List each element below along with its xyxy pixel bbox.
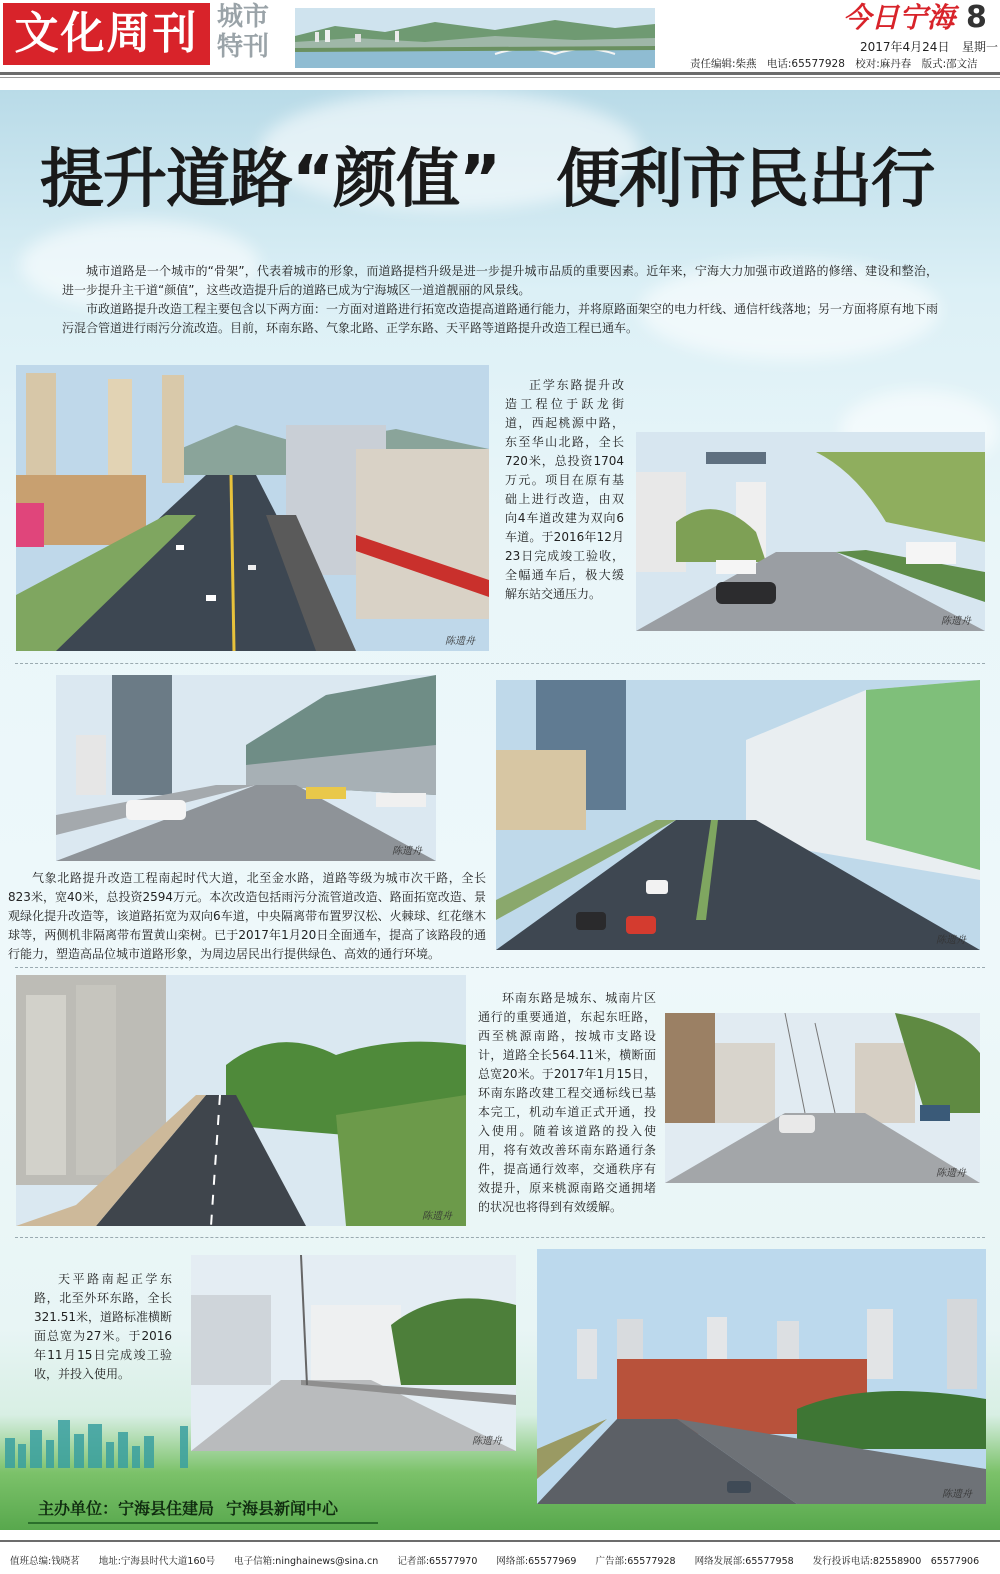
masthead-rule-thin [0, 77, 1000, 78]
skyline-decoration [0, 1412, 200, 1468]
street-level-image [636, 432, 985, 631]
photo-qixiang-street [56, 675, 436, 861]
footer-network-dev-dept: 网络发展部:65577958 [694, 1556, 794, 1567]
photo-credit: 陈遗舟 [392, 846, 422, 857]
column-title: 文化周刊 [3, 3, 210, 65]
street-level-image [665, 1013, 980, 1183]
road-aerial-image [16, 975, 466, 1226]
photo-qixiang-aerial [496, 680, 980, 950]
footer-duty-editor: 值班总编:钱晓茗 [10, 1556, 80, 1567]
photo-zhengxue-street [636, 432, 985, 631]
footer-address: 地址:宁海县时代大道160号 [98, 1556, 216, 1567]
photo-credit: 陈遗舟 [941, 616, 971, 627]
sponsor-line [38, 1496, 350, 1519]
section-tianping-text: 天平路南起正学东路，北至外环东路，全长321.51米，道路标准横断面总宽为27米。于2016年11月15日完成竣工验收，并投入使用。 [34, 1272, 172, 1381]
road-aerial-image [537, 1249, 986, 1504]
credit-editor: 责任编辑:柴燕 [690, 58, 757, 70]
masthead-panorama-photo [295, 8, 655, 68]
photo-tianping-aerial [537, 1249, 986, 1504]
photo-credit: 陈遗舟 [445, 636, 475, 647]
section-divider [15, 1237, 985, 1238]
section-divider [15, 967, 985, 968]
section-zhengxue-text: 正学东路提升改造工程位于跃龙街道，西起桃源中路，东至华山北路，全长720米，总投资1704万元。项目在原有基础上进行改造，由双向4车道改建为双向6车道。于2016年12月23日完成竣工验收，全幅通车后，极大缓解东站交通压力。 [505, 378, 624, 601]
issue-date: 2017年4月24日 [860, 40, 950, 54]
credit-proofreader: 校对:麻丹春 [855, 58, 912, 70]
masthead-rule [0, 72, 1000, 75]
credit-layout: 版式:邵文洁 [921, 58, 978, 70]
photo-huannan-aerial [16, 975, 466, 1226]
road-aerial-image [16, 365, 489, 651]
intro-paragraph-2: 市政道路提升改造工程主要包含以下两方面：一方面对道路进行拓宽改造提高道路通行能力，并将原路面架空的电力杆线、通信杆线落地；另一方面将原有地下雨污混合管道进行雨污分流改造。目前，环南东路、气象北路、正学东路、天平路等道路提升改造工程已通车。 [62, 302, 939, 335]
sponsor-label: 主办单位： [38, 1499, 119, 1518]
special-label: 城市特刊 [217, 2, 270, 62]
credit-phone: 电话:65577928 [766, 58, 845, 70]
intro-paragraph-1: 城市道路是一个城市的“骨架”，代表着城市的形象，而道路提档升级是进一步提升城市品质的重要因素。近年来，宁海大力加强市政道路的修缮、建设和整治，进一步提升主干道“颜值”，这些改造提升后的道路已成为宁海城区一道道靓丽的风景线。 [62, 264, 938, 297]
editorial-credits [690, 56, 985, 71]
photo-zhengxue-aerial [16, 365, 489, 651]
sponsor-org-2: 宁海县新闻中心 [226, 1499, 339, 1518]
footer [10, 1553, 1000, 1567]
section-qixiang-text: 气象北路提升改造工程南起时代大道，北至金水路，道路等级为城市次干路，全长823米，宽40米，总投资2594万元。本次改造包括雨污分流管道改造、路面拓宽改造、景观绿化提升改造等，该道路拓宽为双向6车道，中央隔离带布置罗汉松、火棘球、红花继木球等，两侧机非隔离带布置黄山栾树。已于2017年1月20日全面通车，提高了该路段的通行能力，塑造高品位城市道路形象，为周边居民出行提供绿色、高效的通行环境。 [8, 871, 486, 961]
headline-part-1: 提升道路“颜值” [40, 143, 501, 217]
footer-reporters-dept: 记者部:65577970 [397, 1556, 478, 1567]
photo-credit: 陈遗舟 [936, 935, 966, 946]
footer-complaint-phone: 发行投诉电话:82558900 65577906 [812, 1556, 980, 1567]
sponsor-org-1: 宁海县住建局 [118, 1499, 215, 1518]
skyline-icon [0, 1412, 200, 1468]
street-level-image [191, 1255, 516, 1451]
intro [62, 262, 938, 338]
photo-tianping-street [191, 1255, 516, 1451]
paper-name: 今日宁海 [843, 1, 956, 34]
street-level-image [56, 675, 436, 861]
page-number: 8 [966, 0, 987, 35]
section-huannan-text: 环南东路是城东、城南片区通行的重要通道，东起东旺路，西至桃源南路，按城市支路设计，道路全长564.11米，横断面总宽20米。于2017年1月15日，环南东路改建工程交通标线已基本完工，机动车道正式开通，投入使用。随着该道路的投入使用，将有效改善环南东路通行条件，提高通行效率，交通秩序有效提升，原来桃源南路交通拥堵的状况也将得到有效缓解。 [478, 991, 656, 1214]
road-aerial-image [496, 680, 980, 950]
photo-credit: 陈遗舟 [422, 1211, 452, 1222]
photo-credit: 陈遗舟 [936, 1168, 966, 1179]
photo-credit: 陈遗舟 [472, 1436, 502, 1447]
footer-rule [0, 1540, 1000, 1542]
section-divider [15, 663, 985, 664]
photo-huannan-street [665, 1013, 980, 1183]
sponsor-underline [28, 1522, 378, 1524]
footer-network-dept: 网络部:65577969 [496, 1556, 577, 1567]
headline-part-2: 便利市民出行 [556, 143, 935, 217]
footer-email: 电子信箱:ninghainews@sina.cn [234, 1556, 379, 1567]
masthead [0, 0, 1000, 74]
footer-ad-dept: 广告部:65577928 [595, 1556, 676, 1567]
issue-weekday: 星期一 [962, 40, 999, 54]
panorama-image [295, 8, 655, 68]
photo-credit: 陈遗舟 [942, 1489, 972, 1500]
headline [40, 140, 970, 220]
